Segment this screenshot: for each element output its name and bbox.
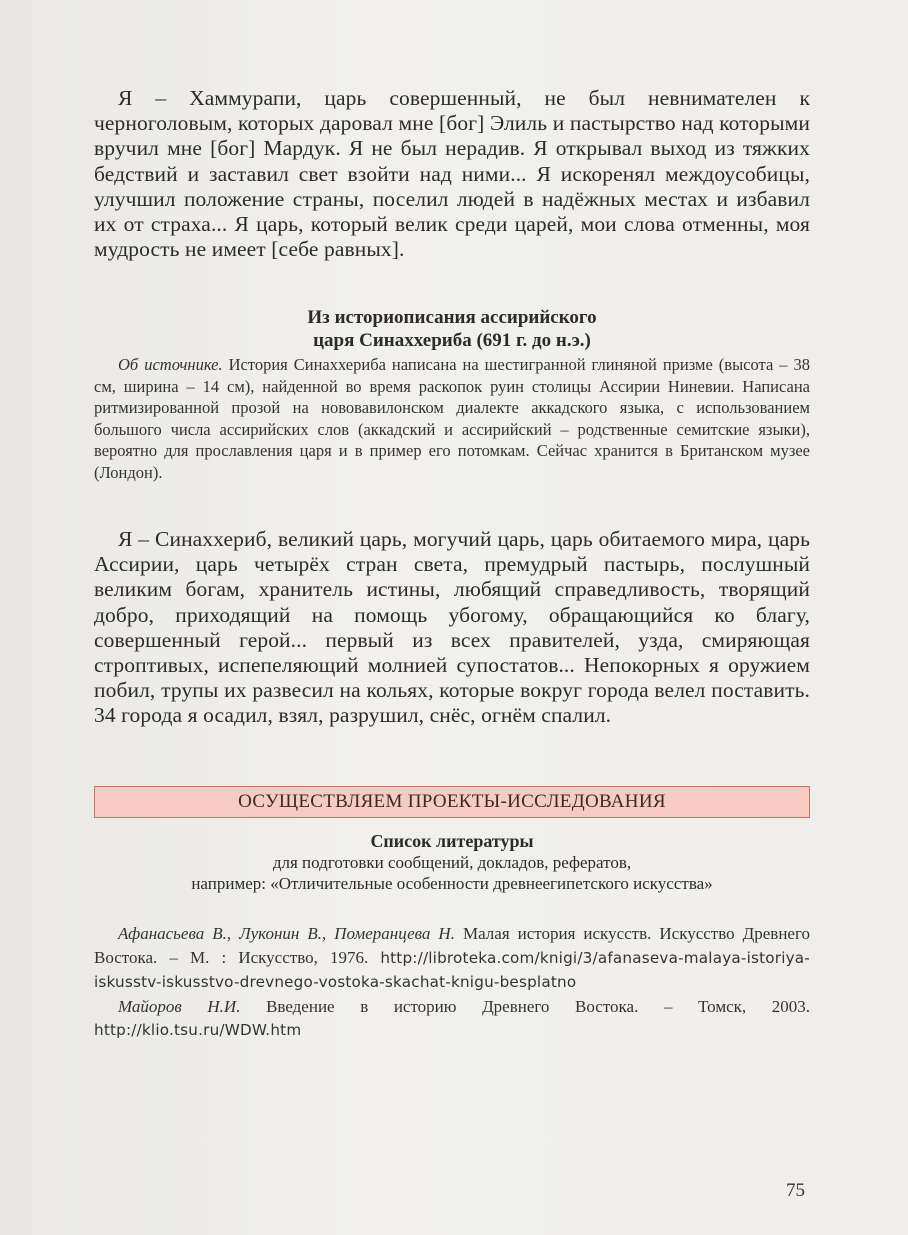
sennacherib-heading <box>94 306 810 352</box>
reference-1-text: Малая история искусств. Искусство Древнего Востока. – М. : Искусство, 1976. <box>94 924 811 967</box>
hammurabi-quote <box>94 86 810 262</box>
projects-banner-label: ОСУЩЕСТВЛЯЕМ ПРОЕКТЫ-ИССЛЕДОВАНИЯ <box>238 791 666 812</box>
source-note <box>94 354 810 483</box>
reference-2-text: Введение в историю Древнего Востока. – Томск, 2003. <box>240 996 810 1016</box>
sennacherib-quote <box>94 527 810 729</box>
literature-subtitle-1: для подготовки сообщений, докладов, рефератов, <box>272 853 632 872</box>
reference-list <box>94 922 810 1043</box>
section-heading-line-1: Из историописания ассирийского <box>307 307 597 328</box>
source-note-lead: Об источнике. <box>118 355 223 374</box>
reference-2-url[interactable]: http://klio.tsu.ru/WDW.htm <box>94 1021 302 1039</box>
literature-subtitle-2: например: «Отличительные особенности древнеегипетского искусства» <box>191 874 713 893</box>
literature-title: Список литературы <box>370 831 534 851</box>
page-number: 75 <box>786 1180 805 1201</box>
projects-banner <box>94 786 810 818</box>
reference-1-author: Афанасьева В., Луконин В., Померанцева Н. <box>118 924 455 943</box>
sennacherib-text: Я – Синаххериб, великий царь, могучий царь, царь обитаемого мира, царь Ассирии, царь четырёх стран света, премудрый пастырь, послушный великим богам, хранитель истины, любящий справедливость, творящий добро, приходящий на помощь убогому, обращающийся ко благу, совершенный герой... первый из всех правителей, узда, смиряющая строптивых, испепеляющий молнией супостатов... Непокорных я оружием побил, трупы их развесил на кольях, которые вокруг города велел поставить. 34 города я осадил, взял, разрушил, снёс, огнём спалил. <box>94 527 810 728</box>
hammurabi-text: Я – Хаммурапи, царь совершенный, не был невнимателен к черноголовым, которых даровал мне [бог] Элиль и пастырство над которыми вручил мне [бог] Мардук. Я не был нерадив. Я открывал выход из тяжких бедствий и заставил свет взойти над ними... Я искоренял междоусобицы, улучшил положение страны, поселил людей в надёжных местах и избавил их от страха... Я царь, который велик среди царей, мои слова отменны, моя мудрость не имеет [себе равных]. <box>94 86 810 262</box>
literature-header <box>94 830 810 894</box>
reference-1 <box>94 922 810 995</box>
reference-2 <box>94 995 810 1043</box>
reference-1-url[interactable]: http://libroteka.com/knigi/3/afanaseva-malaya-istoriya-iskusstv-iskusstvo-drevnego-vostoka-skachat-knigu-besplatno <box>94 948 810 991</box>
source-note-text: История Синаххериба написана на шестигранной глиняной призме (высота – 38 см, ширина – 14 см), найденной во время раскопок руин столицы Ассирии Ниневии. Написана ритмизированной прозой на нововавилонском диалекте аккадского языка, с использованием большого числа ассирийских слов (аккадский и ассирийский – родственные семитские языки), вероятно для прославления царя и в пример его потомкам. Сейчас хранится в Британском музее (Лондон). <box>94 355 811 482</box>
reference-2-author: Майоров Н.И. <box>118 996 241 1016</box>
section-heading-line-2: царя Синаххериба (691 г. до н.э.) <box>313 330 591 351</box>
